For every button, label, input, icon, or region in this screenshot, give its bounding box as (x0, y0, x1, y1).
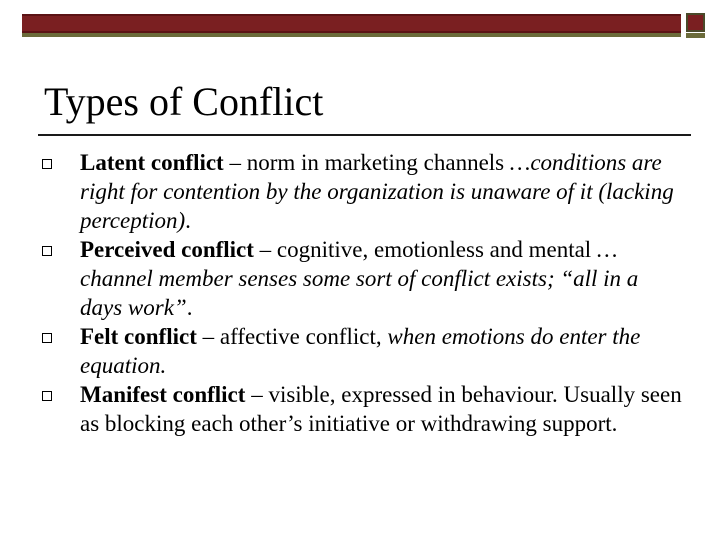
bullet-latent-conflict (42, 148, 682, 235)
bullet-felt-conflict (42, 322, 682, 380)
bullet-italic: …channel member senses some sort of conflict exists; “all in a days work” (80, 237, 639, 320)
bullet-box-icon (42, 246, 52, 256)
bullet-italic: when emotions do enter the equation. (80, 324, 641, 378)
bullet-manifest-conflict (42, 380, 682, 438)
bullet-box-icon (42, 159, 52, 169)
bullet-box-icon (42, 391, 52, 401)
bullet-term: Perceived conflict (80, 237, 254, 262)
slide-title: Types of Conflict (44, 79, 324, 124)
title-rule (38, 134, 691, 136)
bullet-term: Felt conflict (80, 324, 197, 349)
bullet-text: – affective conflict, (196, 324, 388, 349)
bullet-perceived-conflict (42, 235, 682, 322)
bullet-term: Latent conflict (80, 150, 224, 175)
corner-decoration (686, 13, 705, 32)
bullet-text: – cognitive, emotionless and mental (253, 237, 597, 262)
bullet-tail: . (185, 208, 191, 233)
bullet-list (42, 148, 682, 438)
bullet-box-icon (42, 333, 52, 343)
bullet-text: – visible, expressed in behaviour. Usually seen as blocking each other’s initiative or withdrawing support. (80, 382, 682, 436)
header-underline (22, 33, 681, 37)
bullet-italic: …conditions are right for contention by the organization is unaware of it (lacking perception) (80, 150, 674, 233)
bullet-text: – norm in marketing channels (223, 150, 505, 175)
corner-decoration-underline (686, 33, 705, 38)
bullet-term: Manifest conflict (80, 382, 246, 407)
header-bar (22, 14, 681, 33)
bullet-tail: . (186, 295, 193, 320)
